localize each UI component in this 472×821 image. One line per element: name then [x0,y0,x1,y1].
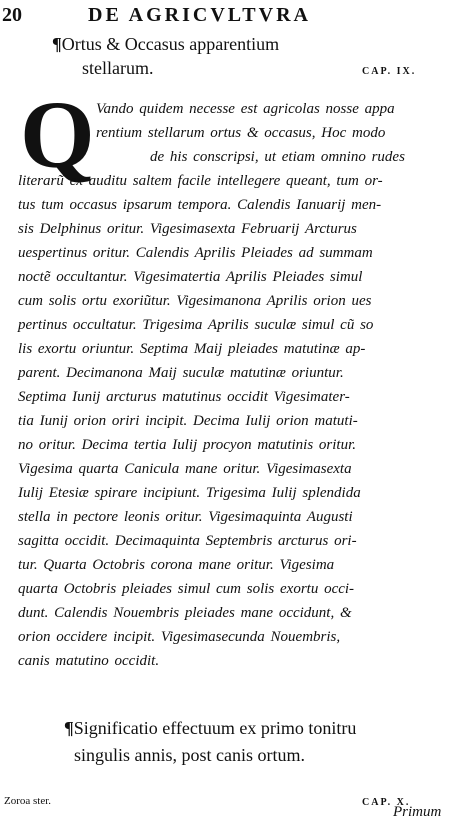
text-line: quarta Octobris pleiades simul cum solis exortu occi- [18,581,355,597]
text-line: Vigesima quarta Canicula mane oritur. Vigesimasexta [18,461,352,477]
running-head [0,0,472,24]
running-title: DE AGRICVLTVRA [88,4,311,26]
section-heading-2-line-2: singulis annis, post canis ortum. [74,745,305,765]
pilcrow-mark: ¶ [64,718,74,738]
section-title-part-1: Ortus & Occasus apparentium [61,34,280,54]
text-line: tus tum occasus ipsarum tempora. Calendis Ianuarij men- [18,197,382,213]
text-line: rentium stellarum ortus & occasus, Hoc modo [96,125,386,141]
text-line: uespertinus oritur. Calendis Aprilis Pleiades ad summam [18,245,373,261]
text-line: sis Delphinus oritur. Vigesimasexta Februarij Arcturus [18,221,357,237]
section-heading-line-2: stellarum. [82,58,154,78]
section-heading-2-line-1 [64,717,356,740]
pilcrow-mark: ¶ [52,34,62,54]
catchword: Primum [393,804,442,820]
text-line: pertinus occultatur. Trigesima Aprilis suculæ simul cũ so [18,317,374,333]
text-line: Iulij Etesiæ spirare incipiunt. Trigesima Iulij splendida [18,485,361,501]
text-line: literarũ ex auditu saltem facile intellegere queant, tum or- [18,173,383,189]
text-line: tur. Quarta Octobris corona mane oritur. Vigesima [18,557,335,573]
text-line: lis exortu oriuntur. Septima Maij pleiades matutinæ ap- [18,341,366,357]
text-line: canis matutino occidit. [18,653,160,669]
section2-title-part-1: Significatio effectuum ex primo tonitru [73,718,357,738]
page-number: 20 [2,4,22,26]
text-line: cum solis ortu exoriũtur. Vigesimanona Aprilis orion ues [18,293,372,309]
section-heading-line-1 [52,33,279,56]
text-line: stella in pectore leonis oritur. Vigesimaquinta Augusti [18,509,353,525]
text-line: dunt. Calendis Nouembris pleiades mane occidunt, & [18,605,352,621]
chapter-label-footer: CAP. X. [362,797,411,808]
text-line: orion occidere incipit. Vigesimasecunda Nouembris, [18,629,341,645]
text-line: tia Iunij orion oriri incipit. Decima Iulij orion matuti- [18,413,358,429]
chapter-label: CAP. IX. [362,66,417,77]
text-line: parent. Decimanona Maij suculæ matutinæ oriuntur. [18,365,344,381]
text-line: no oritur. Decima tertia Iulij procyon matutinis oritur. [18,437,357,453]
signature-mark: Zoroa ster. [4,795,52,807]
text-line: sagitta occidit. Decimaquinta Septembris arcturus ori- [18,533,357,549]
text-line: de his conscripsi, ut etiam omnino rudes [150,149,405,165]
text-line: noctẽ occultantur. Vigesimatertia Aprilis Pleiades simul [18,269,363,285]
text-line: Septima Iunij arcturus matutinus occidit Vigesimater- [18,389,350,405]
text-line: Vando quidem necesse est agricolas nosse appa [96,101,395,117]
drop-cap-initial: Q [20,81,95,188]
